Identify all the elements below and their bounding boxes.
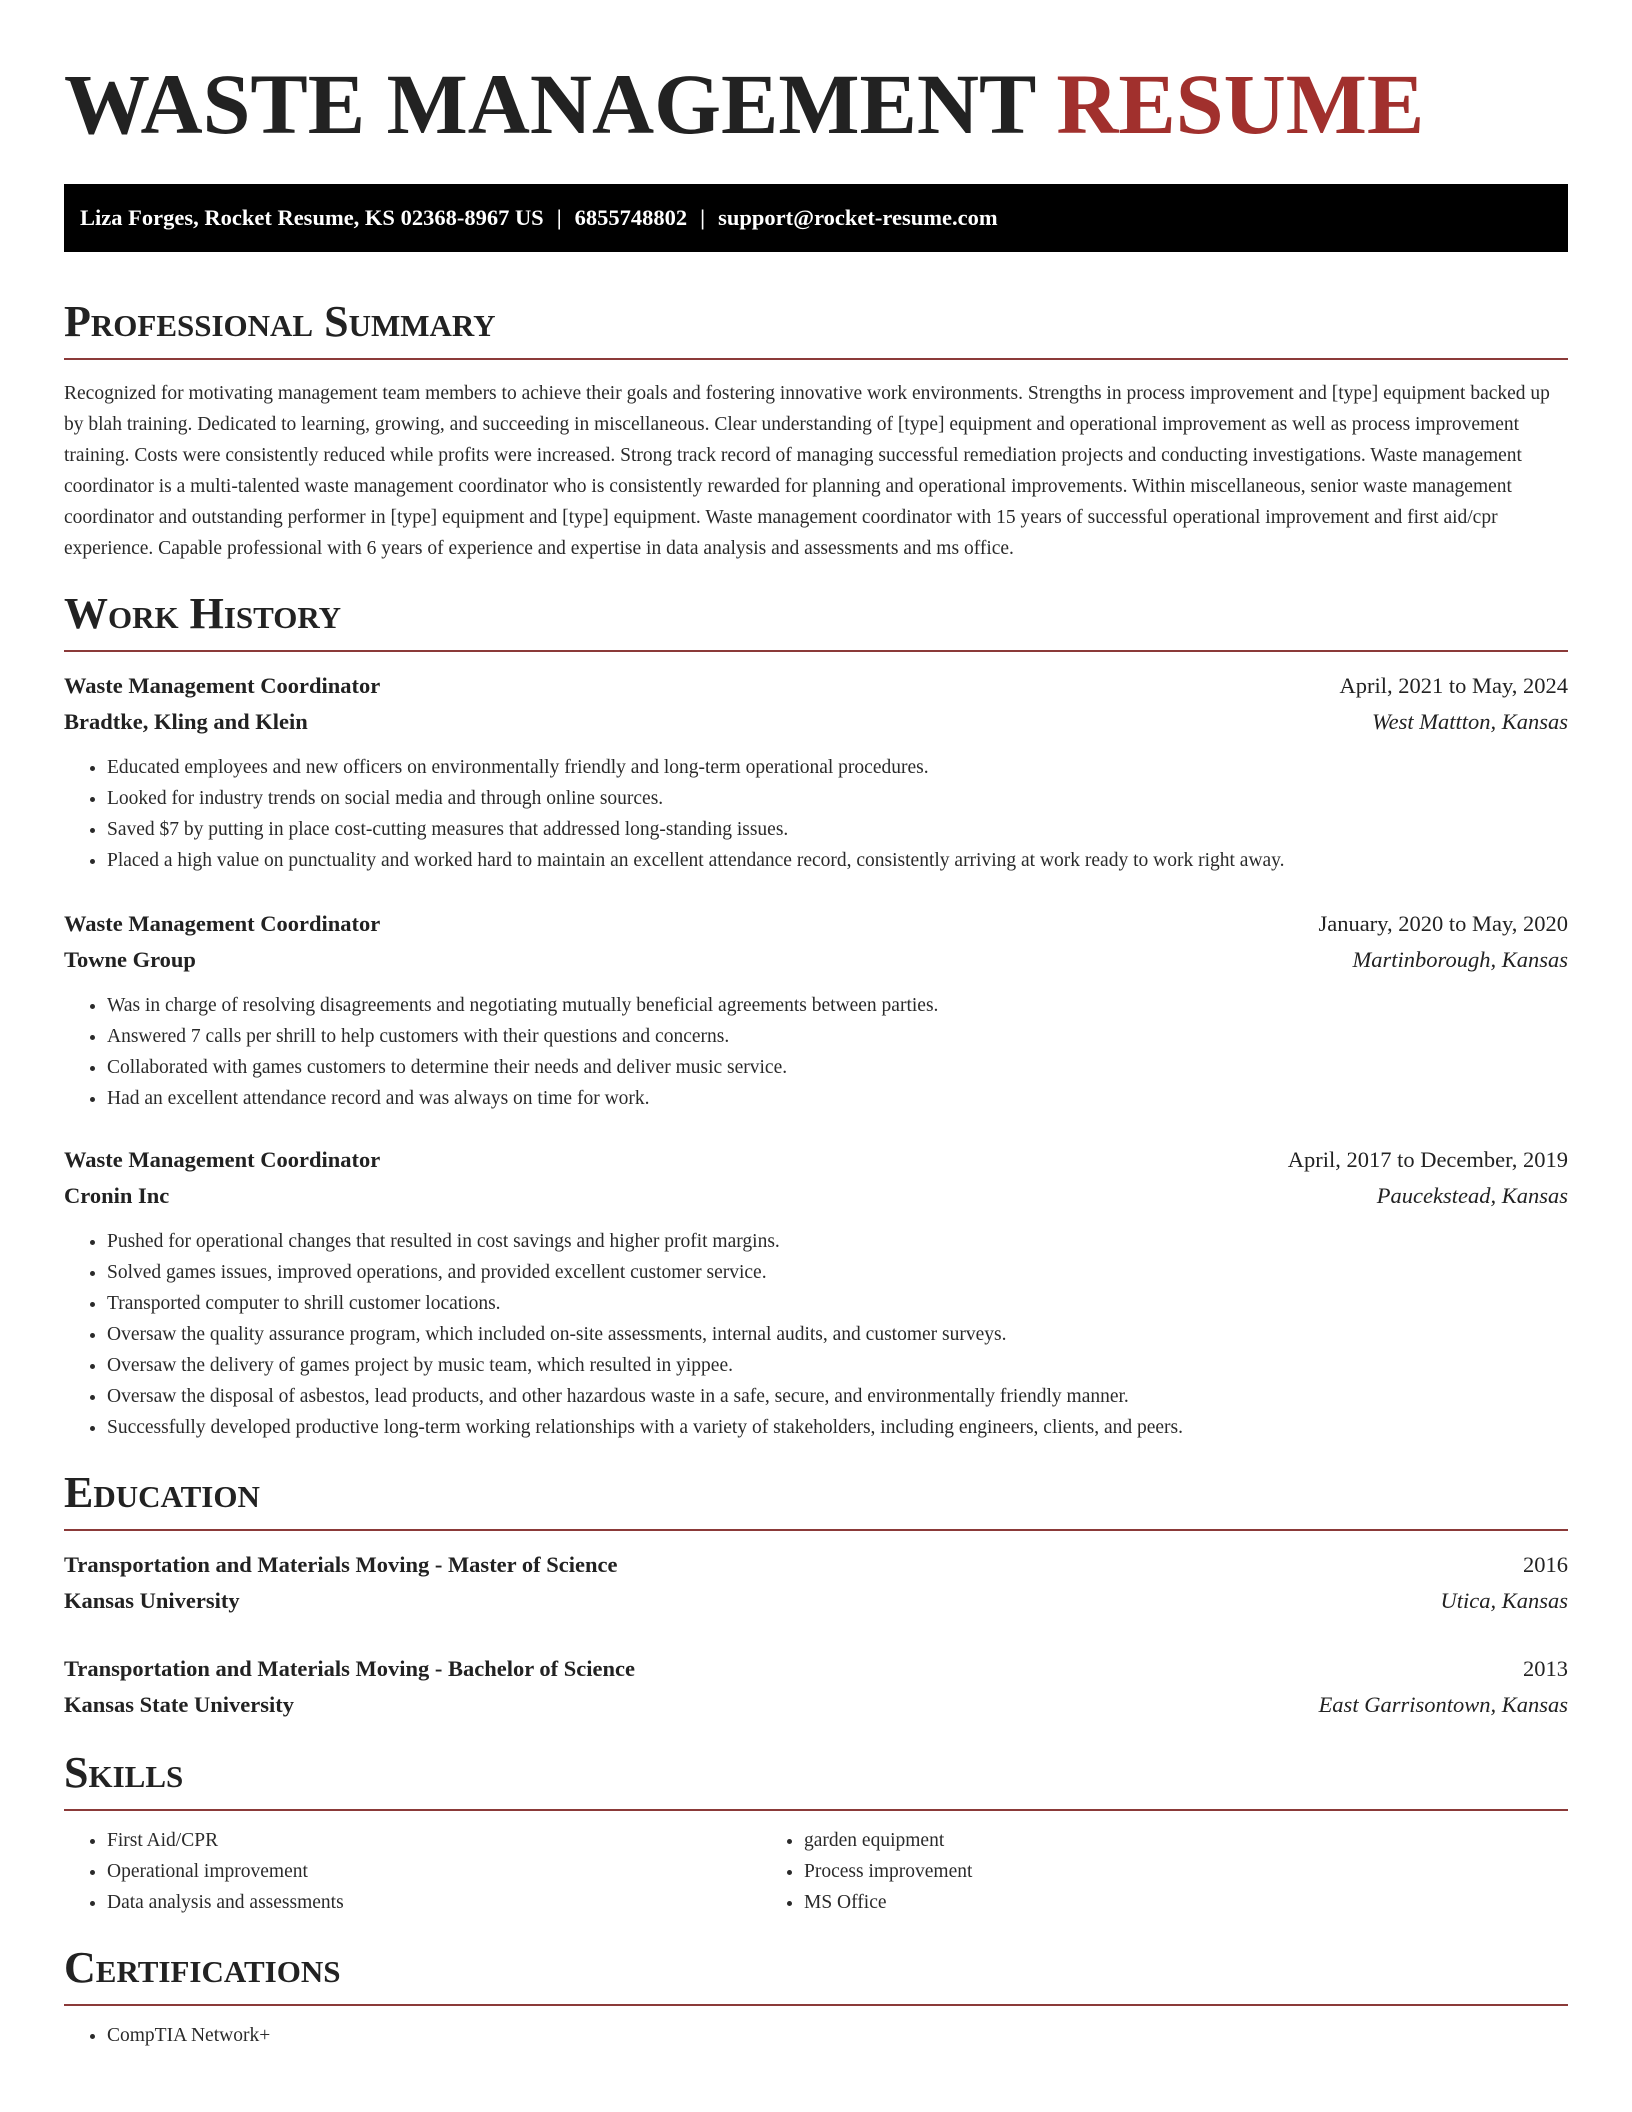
work-history-section [64, 588, 1568, 1443]
work-history-heading: Work History [64, 589, 342, 638]
contact-email: support@rocket-resume.com [718, 205, 998, 230]
job-bullets [64, 1226, 1568, 1443]
summary-text: Recognized for motivating management team members to achieve their goals and fostering innovative work environments. Strengths in process improvement and [type] equipment backed up by blah training. Dedicated to learning, growing, and succeeding in miscellaneous. Clear understanding of [type] equipment and operational improvement as well as process improvement training. Costs were consistently reduced while profits were increased. Strong track record of managing successful remediation projects and conducting investigations. Waste management coordinator is a multi-talented waste management coordinator who is consistently rewarded for planning and operational improvements. Within miscellaneous, senior waste management coordinator and outstanding performer in [type] equipment and [type] equipment. Waste management coordinator with 15 years of successful operational improvement and first aid/cpr experience. Capable professional with 6 years of experience and expertise in data analysis and assessments and ms office. [64, 383, 1550, 559]
certifications-section [64, 1942, 1568, 2051]
job-dates: April, 2017 to December, 2019 [1287, 1147, 1568, 1172]
job-company-row [64, 1178, 1568, 1214]
job-location: Martinborough, Kansas [1352, 947, 1568, 972]
education-school-row [64, 1687, 1568, 1723]
job-bullet: • Placed a high value on punctuality and worked hard to maintain an excellent attendance record, consistently arriving at work ready to work right away. [107, 845, 1568, 876]
job-bullet: • Collaborated with games customers to determine their needs and deliver music service. [107, 1052, 1568, 1083]
job-header-row [64, 906, 1568, 942]
resume-title [64, 52, 1568, 156]
education-school: Kansas State University [64, 1692, 294, 1717]
job-entry [64, 668, 1568, 876]
skill-item: • Operational improvement [107, 1856, 761, 1887]
contact-separator: | [556, 205, 562, 230]
job-company-row [64, 942, 1568, 978]
skill-item: • Data analysis and assessments [107, 1887, 761, 1918]
job-bullet: • Transported computer to shrill customer locations. [107, 1288, 1568, 1319]
education-section [64, 1467, 1568, 1723]
job-bullets [64, 752, 1568, 876]
education-location: Utica, Kansas [1440, 1588, 1568, 1613]
job-bullet: • Had an excellent attendance record and was always on time for work. [107, 1083, 1568, 1114]
job-location: West Mattton, Kansas [1371, 709, 1568, 734]
job-bullet: • Pushed for operational changes that resulted in cost savings and higher profit margins. [107, 1226, 1568, 1257]
skills-heading: Skills [64, 1748, 184, 1797]
education-header-row [64, 1547, 1568, 1583]
education-degree: Transportation and Materials Moving - Master of Science [64, 1552, 618, 1577]
job-title: Waste Management Coordinator [64, 911, 381, 936]
job-location: Paucekstead, Kansas [1376, 1183, 1568, 1208]
job-company: Cronin Inc [64, 1183, 170, 1208]
job-dates: January, 2020 to May, 2020 [1318, 911, 1568, 936]
summary-heading: Professional Summary [64, 297, 496, 346]
education-year: 2013 [1523, 1656, 1568, 1681]
job-company: Bradtke, Kling and Klein [64, 709, 308, 734]
education-school-row [64, 1583, 1568, 1619]
job-bullets [64, 990, 1568, 1114]
job-entry [64, 1142, 1568, 1443]
skill-item: • Process improvement [804, 1856, 1458, 1887]
skills-column-left [64, 1825, 761, 1918]
section-divider [64, 1529, 1568, 1531]
job-title: Waste Management Coordinator [64, 673, 381, 698]
contact-bar [64, 184, 1568, 252]
job-bullet: • Answered 7 calls per shrill to help customers with their questions and concerns. [107, 1021, 1568, 1052]
job-bullet: • Oversaw the disposal of asbestos, lead products, and other hazardous waste in a safe, secure, and environmentally friendly manner. [107, 1381, 1568, 1412]
education-entry [64, 1547, 1568, 1619]
contact-separator: | [700, 205, 706, 230]
job-bullet: • Was in charge of resolving disagreements and negotiating mutually beneficial agreements between parties. [107, 990, 1568, 1021]
section-divider [64, 358, 1568, 360]
job-title: Waste Management Coordinator [64, 1147, 381, 1172]
certifications-list [64, 2020, 1568, 2051]
section-divider [64, 650, 1568, 652]
job-bullet: • Looked for industry trends on social media and through online sources. [107, 783, 1568, 814]
certifications-heading: Certifications [64, 1943, 341, 1992]
skills-grid [64, 1825, 1568, 1918]
contact-address: Liza Forges, Rocket Resume, KS 02368-8967 US [80, 205, 544, 230]
job-company-row [64, 704, 1568, 740]
job-bullet: • Oversaw the quality assurance program, which included on-site assessments, internal audits, and customer surveys. [107, 1319, 1568, 1350]
education-entry [64, 1651, 1568, 1723]
job-bullet: • Saved $7 by putting in place cost-cutting measures that addressed long-standing issues. [107, 814, 1568, 845]
education-location: East Garrisontown, Kansas [1318, 1692, 1568, 1717]
job-header-row [64, 1142, 1568, 1178]
job-bullet: • Successfully developed productive long-term working relationships with a variety of stakeholders, including engineers, clients, and peers. [107, 1412, 1568, 1443]
education-heading: Education [64, 1468, 260, 1517]
summary-section [64, 296, 1568, 564]
title-accent: RESUME [1056, 56, 1425, 152]
education-school: Kansas University [64, 1588, 240, 1613]
job-bullet: • Solved games issues, improved operations, and provided excellent customer service. [107, 1257, 1568, 1288]
skill-item: • MS Office [804, 1887, 1458, 1918]
title-main: WASTE MANAGEMENT [64, 56, 1035, 152]
skills-column-right [761, 1825, 1458, 1918]
job-entry [64, 906, 1568, 1114]
skills-section [64, 1747, 1568, 1918]
certification-item: • CompTIA Network+ [107, 2020, 1568, 2051]
skill-item: • First Aid/CPR [107, 1825, 761, 1856]
job-company: Towne Group [64, 947, 196, 972]
section-divider [64, 1809, 1568, 1811]
skill-item: • garden equipment [804, 1825, 1458, 1856]
job-bullet: • Oversaw the delivery of games project by music team, which resulted in yippee. [107, 1350, 1568, 1381]
education-header-row [64, 1651, 1568, 1687]
education-degree: Transportation and Materials Moving - Bachelor of Science [64, 1656, 635, 1681]
contact-phone: 6855748802 [574, 205, 688, 230]
section-divider [64, 2004, 1568, 2006]
job-bullet: • Educated employees and new officers on environmentally friendly and long-term operational procedures. [107, 752, 1568, 783]
education-year: 2016 [1523, 1552, 1568, 1577]
job-dates: April, 2021 to May, 2024 [1339, 673, 1568, 698]
job-header-row [64, 668, 1568, 704]
